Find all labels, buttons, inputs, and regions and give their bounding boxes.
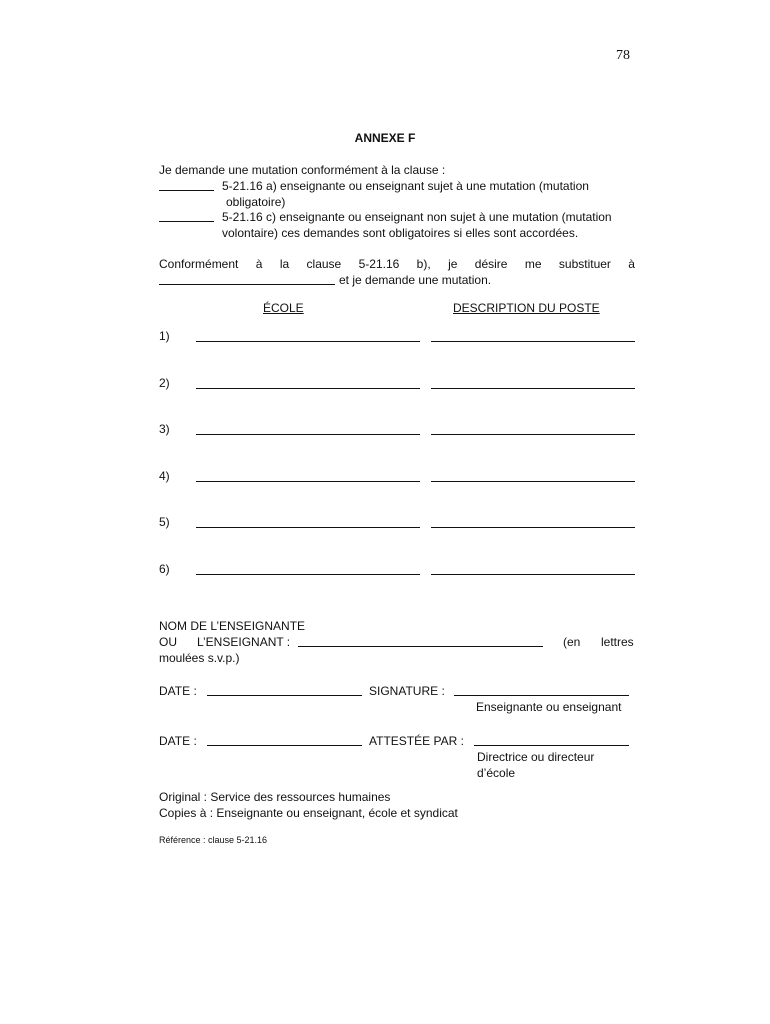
description-field-3[interactable] — [431, 434, 635, 435]
signature-caption: Enseignante ou enseignant — [476, 700, 622, 714]
word: je — [448, 257, 458, 271]
teacher-name-label: NOM DE L’ENSEIGNANTE — [159, 619, 306, 633]
row-number: 1) — [159, 329, 170, 343]
school-column-header: ÉCOLE — [263, 301, 304, 315]
word: la — [279, 257, 290, 271]
description-column-header: DESCRIPTION DU POSTE — [453, 301, 600, 315]
school-field-2[interactable] — [196, 388, 420, 389]
row-number: 6) — [159, 562, 170, 576]
school-field-3[interactable] — [196, 434, 420, 435]
distribution-original: Original : Service des ressources humaines — [159, 790, 391, 804]
option-a-line2: obligatoire) — [226, 195, 286, 209]
teacher-name-label-enseignant: L’ENSEIGNANT : — [197, 635, 291, 649]
word: à — [255, 257, 263, 271]
row-number: 4) — [159, 469, 170, 483]
option-a-line1: 5-21.16 a) enseignante ou enseignant sujet à une mutation (mutation — [222, 179, 589, 193]
option-c-blank[interactable] — [159, 221, 214, 222]
signature-field[interactable] — [454, 695, 629, 696]
distribution-copies: Copies à : Enseignante ou enseignant, école et syndicat — [159, 806, 458, 820]
row-number: 2) — [159, 376, 170, 390]
attested-caption-line1: Directrice ou directeur — [477, 750, 595, 764]
description-field-4[interactable] — [431, 481, 635, 482]
page-title: ANNEXE F — [354, 131, 416, 145]
teacher-name-note: (en — [563, 635, 581, 649]
description-field-5[interactable] — [431, 527, 635, 528]
word: me — [524, 257, 542, 271]
word: Conformément — [159, 257, 239, 271]
teacher-name-field[interactable] — [298, 646, 543, 647]
substitution-line2: et je demande une mutation. — [339, 273, 492, 287]
row-number: 3) — [159, 422, 170, 436]
description-field-1[interactable] — [431, 341, 635, 342]
page-number: 78 — [616, 48, 630, 63]
reference-note: Référence : clause 5-21.16 — [159, 835, 268, 845]
date-field-1[interactable] — [207, 695, 362, 696]
school-field-5[interactable] — [196, 527, 420, 528]
teacher-name-note: lettres — [601, 635, 634, 649]
signature-label: SIGNATURE : — [369, 684, 445, 698]
word: substituer — [558, 257, 611, 271]
substitute-teacher-blank[interactable] — [159, 284, 335, 285]
date-field-2[interactable] — [207, 745, 362, 746]
attested-label: ATTESTÉE PAR : — [369, 734, 464, 748]
school-field-4[interactable] — [196, 481, 420, 482]
teacher-name-label-ou: OU — [159, 635, 177, 649]
school-field-1[interactable] — [196, 341, 420, 342]
attested-field[interactable] — [474, 745, 629, 746]
intro-text: Je demande une mutation conformément à la clause : — [159, 163, 446, 177]
word: désire — [474, 257, 508, 271]
word: 5-21.16 — [358, 257, 400, 271]
row-number: 5) — [159, 515, 170, 529]
date-label: DATE : — [159, 684, 197, 698]
option-c-line1: 5-21.16 c) enseignante ou enseignant non sujet à une mutation (mutation — [222, 210, 612, 224]
attested-caption-line2: d’école — [477, 766, 516, 780]
description-field-6[interactable] — [431, 574, 635, 575]
description-field-2[interactable] — [431, 388, 635, 389]
option-c-line2: volontaire) ces demandes sont obligatoires si elles sont accordées. — [222, 226, 579, 240]
substitution-line1 — [159, 257, 635, 272]
date-label: DATE : — [159, 734, 197, 748]
word: à — [628, 257, 635, 271]
word: b), — [416, 257, 431, 271]
word: clause — [306, 257, 342, 271]
option-a-blank[interactable] — [159, 190, 214, 191]
teacher-name-note-line3: moulées s.v.p.) — [159, 651, 240, 665]
school-field-6[interactable] — [196, 574, 420, 575]
